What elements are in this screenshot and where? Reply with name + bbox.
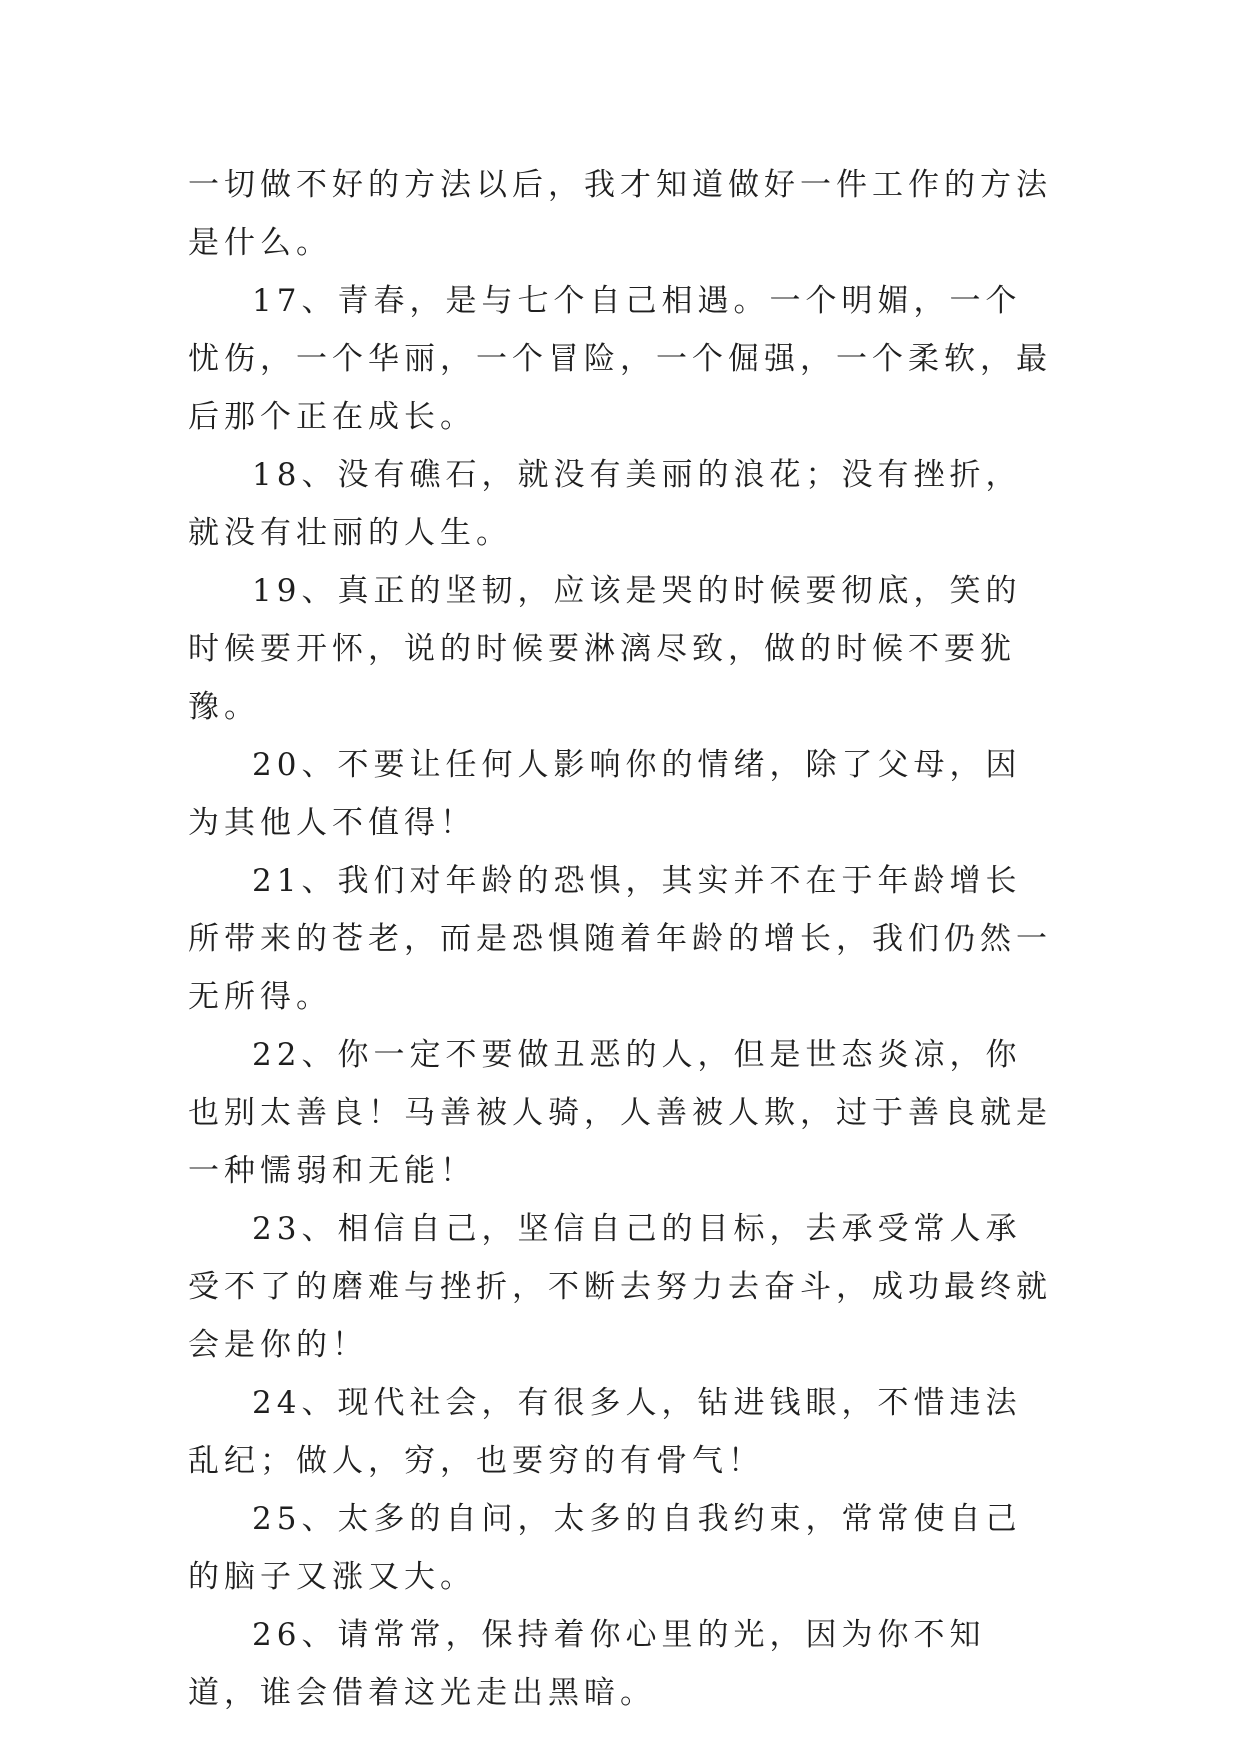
- paragraph-17: 17、青春，是与七个自己相遇。一个明媚，一个忧伤，一个华丽，一个冒险，一个倔强，一个柔软，最后那个正在成长。: [188, 283, 1052, 435]
- paragraph-20: 20、不要让任何人影响你的情绪，除了父母，因为其他人不值得！: [188, 747, 1022, 841]
- paragraph-19: 19、真正的坚韧，应该是哭的时候要彻底，笑的时候要开怀，说的时候要淋漓尽致，做的时候不要犹豫。: [188, 573, 1022, 725]
- paragraph-continuation: 一切做不好的方法以后，我才知道做好一件工作的方法是什么。: [188, 167, 1052, 261]
- paragraph-26: 26、请常常，保持着你心里的光，因为你不知道，谁会借着这光走出黑暗。: [188, 1617, 986, 1711]
- paragraph-25: 25、太多的自问，太多的自我约束，常常使自己的脑子又涨又大。: [188, 1501, 1022, 1595]
- paragraph-23: 23、相信自己，坚信自己的目标，去承受常人承受不了的磨难与挫折，不断去努力去奋斗，成功最终就会是你的！: [188, 1211, 1052, 1363]
- paragraph-22: 22、你一定不要做丑恶的人，但是世态炎凉，你也别太善良！马善被人骑，人善被人欺，过于善良就是一种懦弱和无能！: [188, 1037, 1052, 1189]
- paragraph-21: 21、我们对年龄的恐惧，其实并不在于年龄增长所带来的苍老，而是恐惧随着年龄的增长，我们仍然一无所得。: [188, 863, 1052, 1015]
- paragraph-24: 24、现代社会，有很多人，钻进钱眼，不惜违法乱纪；做人，穷，也要穷的有骨气！: [188, 1385, 1022, 1479]
- paragraph-18: 18、没有礁石，就没有美丽的浪花；没有挫折，就没有壮丽的人生。: [188, 457, 1022, 551]
- body-text: [188, 156, 1054, 1722]
